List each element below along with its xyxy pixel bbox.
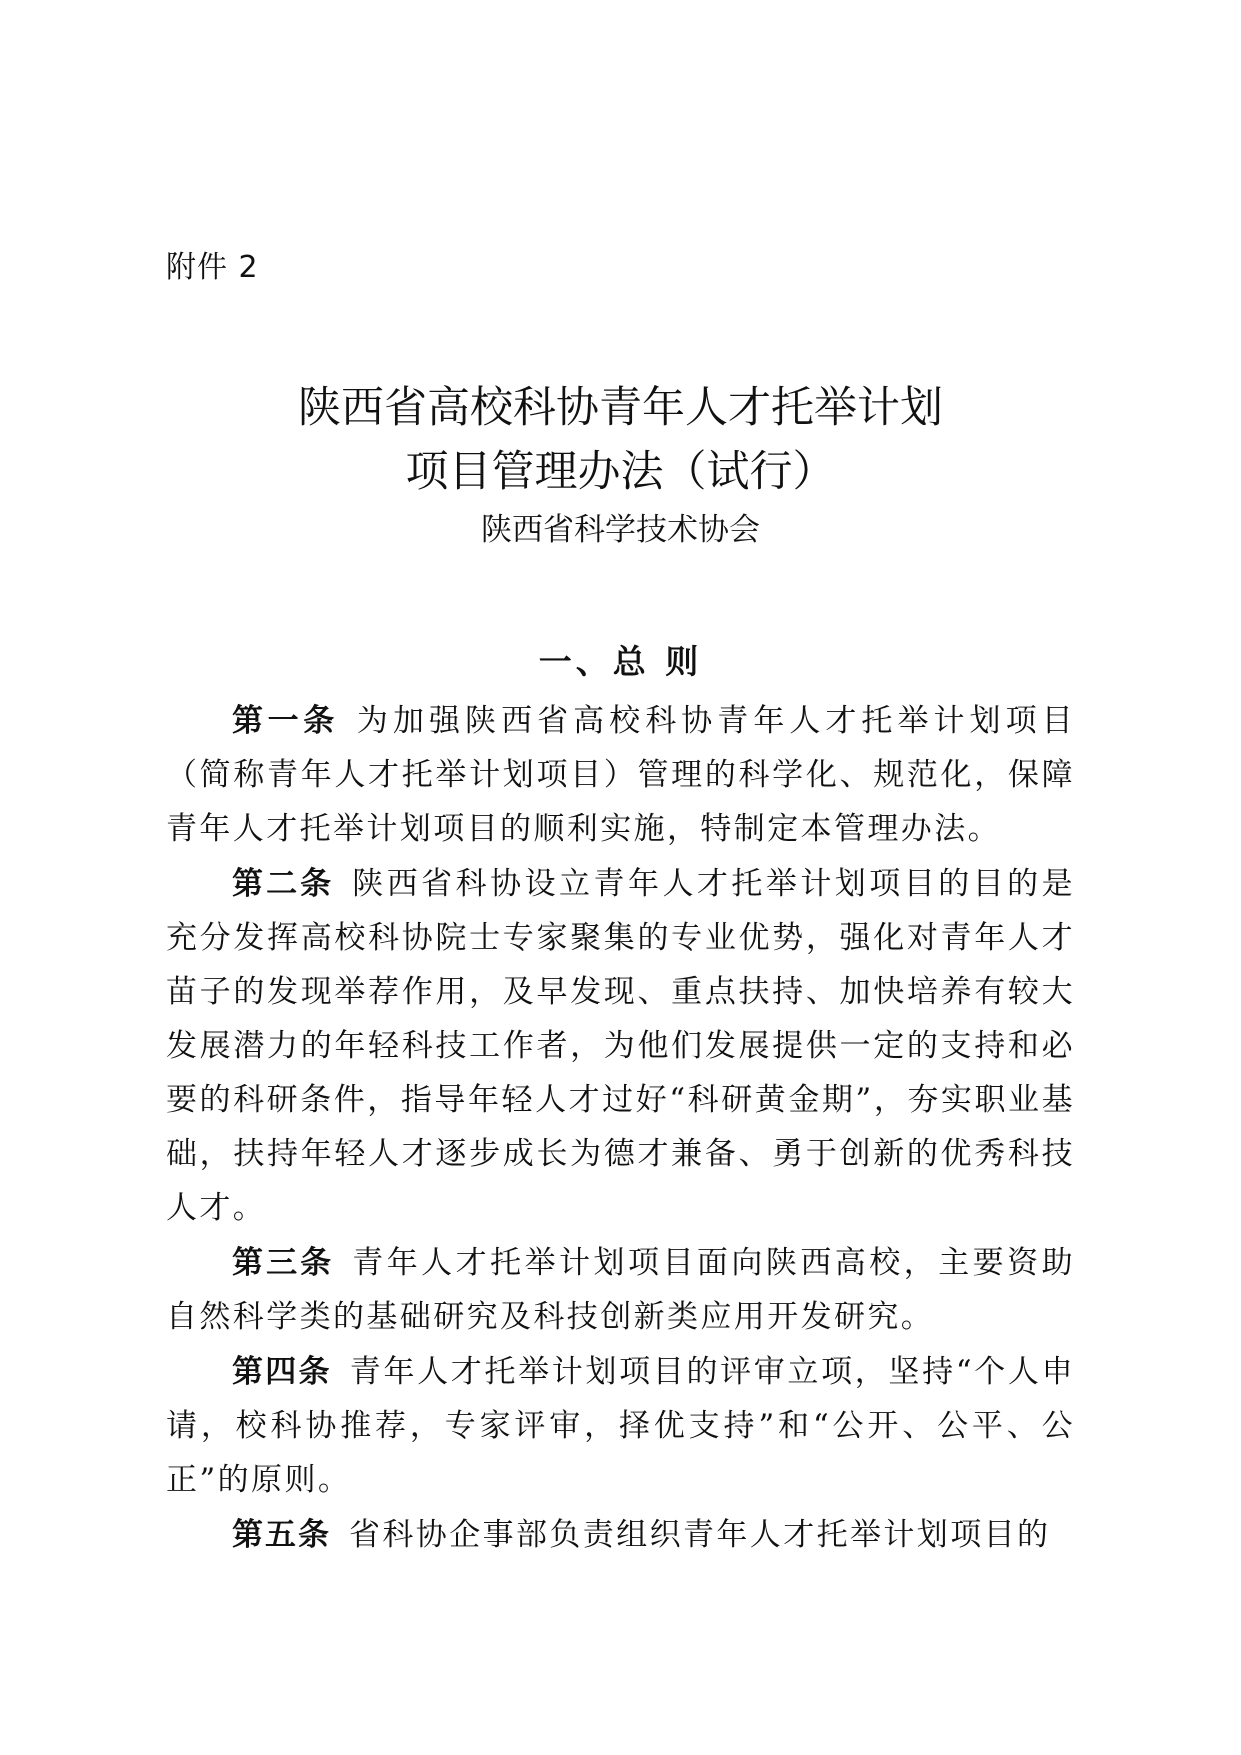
document-title-line-2: 项目管理办法（试行） — [405, 447, 836, 497]
article-4 — [166, 1345, 1075, 1507]
article-text: 青年人才托举计划项目面向陕西高校，主要资助自然科学类的基础研究及科技创新类应用开发研究。 — [166, 1245, 1076, 1335]
article-5 — [166, 1508, 1075, 1562]
article-text: 陕西省科协设立青年人才托举计划项目的目的是充分发挥高校科协院士专家聚集的专业优势，强化对青年人才苗子的发现举荐作用，及早发现、重点扶持、加快培养有较大发展潜力的年轻科技工作者，为他们发展提供一定的支持和必要的科研条件，指导年轻人才过好“科研黄金期”，夯实职业基础，扶持年轻人才逐步成长为德才兼备、勇于创新的优秀科技人才。 — [166, 866, 1076, 1226]
article-text: 为加强陕西省高校科协青年人才托举计划项目（简称青年人才托举计划项目）管理的科学化、规范化，保障青年人才托举计划项目的顺利实施，特制定本管理办法。 — [166, 703, 1076, 847]
issuing-organization: 陕西省科学技术协会 — [481, 512, 760, 548]
document-title-block — [166, 376, 1075, 552]
article-label: 第二条 — [232, 866, 335, 902]
article-label: 第三条 — [232, 1245, 335, 1281]
article-label: 第一条 — [232, 703, 339, 739]
attachment-label: 附件 2 — [166, 250, 259, 285]
article-text: 青年人才托举计划项目的评审立项，坚持“个人申请，校科协推荐，专家评审，择优支持”和“公开、公平、公正”的原则。 — [166, 1354, 1075, 1498]
document-title-line-1: 陕西省高校科协青年人才托举计划 — [298, 383, 943, 433]
article-2 — [166, 857, 1075, 1235]
article-text: 省科协企事部负责组织青年人才托举计划项目的 — [349, 1517, 1051, 1553]
section-heading: 一、总 则 — [538, 642, 703, 681]
article-1 — [166, 694, 1075, 856]
article-label: 第五条 — [232, 1517, 331, 1553]
article-label: 第四条 — [232, 1354, 332, 1390]
document-body — [166, 694, 1075, 1563]
article-3 — [166, 1236, 1075, 1344]
